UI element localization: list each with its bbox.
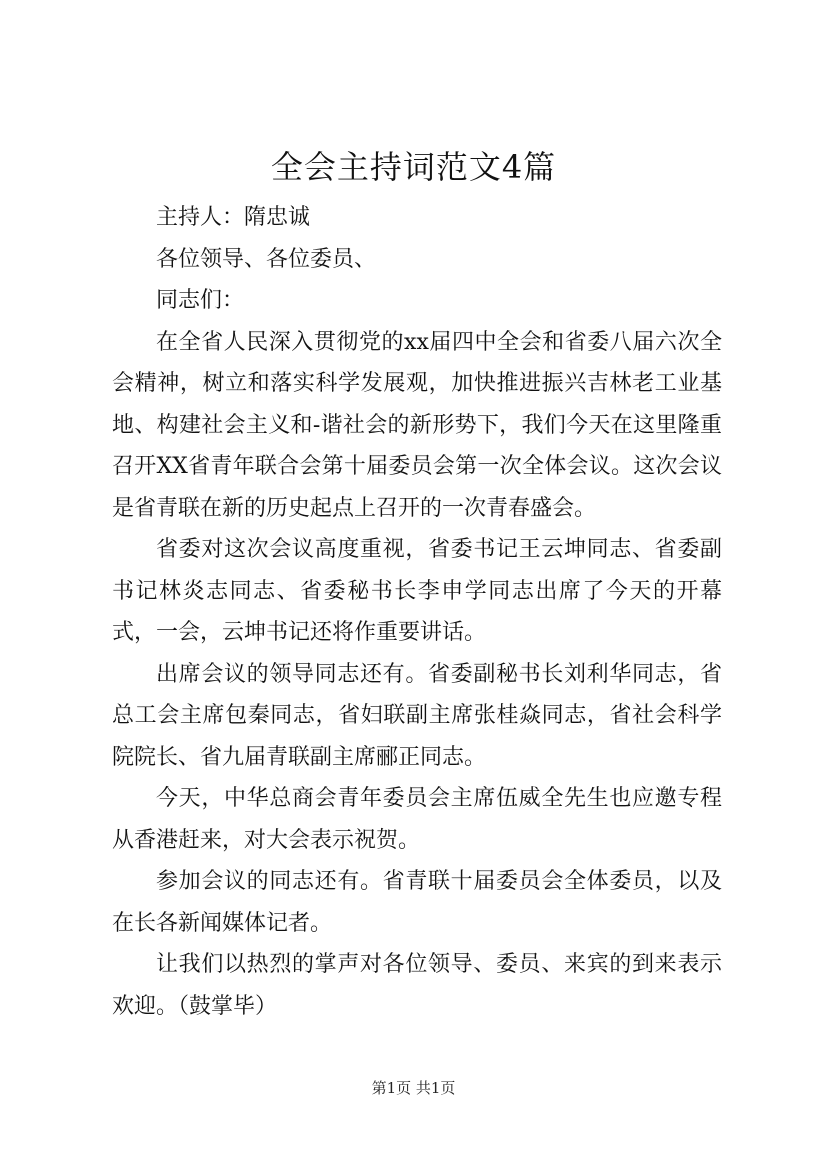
paragraph: 在全省人民深入贯彻党的xx届四中全会和省委八届六次全会精神，树立和落实科学发展观，加快推进振兴吉林老工业基地、构建社会主义和-谐社会的新形势下，我们今天在这里隆重召开XX省青年联合会第十届委员会第一次全体会议。这次会议是省青联在新的历史起点上召开的一次青春盛会。 [112, 329, 722, 521]
paragraph: 参加会议的同志还有。省青联十届委员会全体委员，以及在长各新闻媒体记者。 [112, 869, 722, 936]
salutation-line: 各位领导、各位委员、 [156, 246, 377, 272]
salutation-line-comrades: 同志们： [156, 288, 245, 313]
paragraph: 省委对这次会议高度重视，省委书记王云坤同志、省委副书记林炎志同志、省委秘书长李申学同志出席了今天的开幕式，一会，云坤书记还将作重要讲话。 [112, 537, 722, 645]
host-line: 主持人：隋忠诚 [156, 205, 311, 230]
document-title: 全会主持词范文4篇 [270, 148, 557, 186]
document-body [112, 197, 722, 1027]
paragraph: 让我们以热烈的掌声对各位领导、委员、来宾的到来表示欢迎。（鼓掌毕） [112, 952, 722, 1019]
paragraph: 今天，中华总商会青年委员会主席伍威全先生也应邀专程从香港赶来，对大会表示祝贺。 [112, 786, 722, 853]
paragraph: 出席会议的领导同志还有。省委副秘书长刘利华同志，省总工会主席包秦同志，省妇联副主席张桂焱同志，省社会科学院院长、省九届青联副主席郦正同志。 [112, 661, 722, 770]
page-footer: 第1页 共1页 [371, 1079, 456, 1097]
